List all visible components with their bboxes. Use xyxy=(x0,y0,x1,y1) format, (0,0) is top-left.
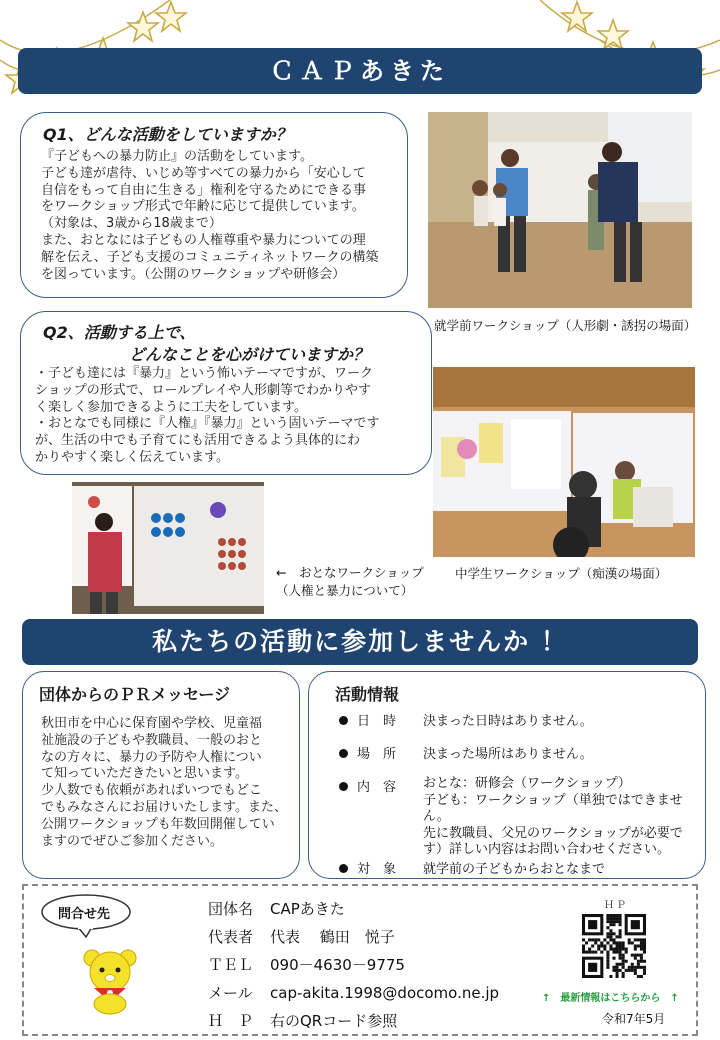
star-icon xyxy=(154,0,188,34)
q2-body xyxy=(35,366,427,467)
activity-content-line: す）詳しい内容はお問い合わせください。 xyxy=(423,842,671,857)
caption-junior-high: 中学生ワークショップ（痴漢の場面） xyxy=(455,566,668,581)
q1-line: を図っています。（公開のワークショップや研修会） xyxy=(41,266,346,282)
activity-label-place: 場 所 xyxy=(357,747,397,762)
activity-label-content: 内 容 xyxy=(357,780,397,795)
contact-row-rep xyxy=(208,926,395,947)
qr-label: ＨＰ xyxy=(604,900,628,911)
q1-line: 子ども達が虐待、いじめ等すべての暴力から「安心して xyxy=(41,165,366,181)
q1-line: また、おとなには子どもの人権尊重や暴力についての理 xyxy=(41,232,366,248)
contact-label: メール xyxy=(208,984,253,1002)
activity-content-line: 先に教職員、父兄のワークショップが必要で xyxy=(423,825,683,841)
photo-junior-high-workshop xyxy=(433,367,695,557)
caption-adult-line2: （人権と暴力について） xyxy=(276,583,414,598)
photo-adult-workshop xyxy=(72,482,264,614)
contact-label: ＴＥＬ xyxy=(208,956,254,974)
section-title: 私たちの活動に参加しませんか ！ xyxy=(152,627,568,656)
q1-line: 自信をもって自由に生きる」権利を守るためにできる事 xyxy=(41,182,367,198)
contact-label: Ｈ Ｐ xyxy=(208,1012,254,1030)
activity-label-target: 対 象 xyxy=(357,862,397,877)
photo-preschool-workshop xyxy=(428,112,692,308)
pr-line: 秋田市を中心に保育園や学校、児童福 xyxy=(41,716,263,731)
q1-line: をワークショップ形式で年齢に応じて提供しています。 xyxy=(41,199,365,215)
contact-bubble-label: 問合せ先 xyxy=(58,907,111,922)
pr-body xyxy=(41,716,299,850)
pr-title: 団体からのＰＲメッセージ xyxy=(39,685,231,704)
q2-bubble xyxy=(20,311,432,475)
pr-line: ますのでぜひご参加ください。 xyxy=(41,833,224,849)
issue-date: 令和7年5月 xyxy=(602,1012,666,1026)
latest-info-note: ↑ 最新情報はこちらから ↑ xyxy=(542,993,679,1004)
pr-line: 祉施設の子どもや教職員、一般のおと xyxy=(41,732,263,748)
star-icon xyxy=(596,18,630,52)
contact-row-mail xyxy=(208,982,499,1003)
q1-bubble xyxy=(20,112,408,298)
activity-value-content xyxy=(423,776,705,859)
q2-line: ショップの形式で、ロールプレイや人形劇等でわかりやす xyxy=(35,382,372,398)
contact-value: CAPあきた xyxy=(270,900,345,918)
q1-body xyxy=(41,149,401,283)
bullet-icon xyxy=(339,749,348,758)
section-banner xyxy=(22,619,698,665)
contact-row-tel xyxy=(208,954,405,975)
pr-line: なの方々に、暴力の予防や人権につい xyxy=(41,749,262,765)
contact-label: 代表者 xyxy=(208,928,254,946)
bullet-icon xyxy=(339,716,348,725)
bullet-icon xyxy=(339,782,348,791)
pr-message-box xyxy=(22,671,300,879)
pr-line: 公開ワークショップも年数回開催してい xyxy=(41,816,275,832)
activity-label-date: 日 時 xyxy=(357,714,397,729)
activity-content-line: 子ども：ワークショップ（単独ではできません。 xyxy=(423,792,683,824)
activity-info-box xyxy=(308,671,706,879)
contact-box xyxy=(22,884,698,1036)
caption-adult-line1: ← おとなワークショップ xyxy=(276,565,424,580)
contact-value: 右のQRコード参照 xyxy=(270,1012,398,1030)
contact-row-hp xyxy=(208,1010,397,1031)
bear-mascot-icon xyxy=(80,946,140,1016)
q1-line: 解を伝え、子ども支援のコミュニティネットワークの構築 xyxy=(41,249,379,265)
contact-row-org xyxy=(208,898,345,919)
qr-code-icon[interactable] xyxy=(582,914,646,978)
activity-title: 活動情報 xyxy=(335,685,400,704)
contact-value: 代表 鶴田 悦子 xyxy=(270,928,395,946)
q2-title-line1: Q2、活動する上で、 xyxy=(43,323,196,342)
pr-line: て知っていただきたいと思います。 xyxy=(41,766,248,782)
contact-value: 090－4630－9775 xyxy=(270,956,405,974)
pr-line: でもみなさんにお届けいたします。また、 xyxy=(41,799,287,815)
q2-title-line2: どんなことを心がけていますか？ xyxy=(129,345,370,364)
q2-line: ・子ども達には『暴力』という怖いテーマですが、ワーク xyxy=(35,366,374,381)
q1-line: （対象は、3歳から18歳まで） xyxy=(41,216,222,232)
contact-value: cap-akita.1998@docomo.ne.jp xyxy=(270,984,500,1002)
header-banner xyxy=(18,48,702,94)
q2-line: かりやすく楽しく伝えています。 xyxy=(35,449,229,465)
contact-label: 団体名 xyxy=(208,900,254,918)
page-title: ＣＡＰあきた xyxy=(270,57,450,85)
q2-line: く楽しく参加できるように工夫をしています。 xyxy=(35,399,307,415)
activity-value-target: 就学前の子どもからおとなまで xyxy=(423,862,606,877)
activity-value-place: 決まった場所はありません。 xyxy=(423,747,593,762)
q2-line: ・おとなでも同様に『人権』『暴力』という固いテーマです xyxy=(35,416,380,432)
q1-line: 『子どもへの暴力防止』の活動をしています。 xyxy=(41,149,313,164)
activity-content-line: おとな：研修会（ワークショップ） xyxy=(423,776,631,791)
caption-preschool: 就学前ワークショップ（人形劇・誘拐の場面） xyxy=(434,318,697,333)
bullet-icon xyxy=(339,864,348,873)
q2-line: が、生活の中でも子育てにも活用できるよう具体的にわ xyxy=(35,433,361,449)
star-icon xyxy=(560,0,594,34)
activity-value-date: 決まった日時はありません。 xyxy=(423,714,593,729)
q1-title: Q1、どんな活動をしていますか？ xyxy=(43,125,292,144)
pr-line: 少人数でも依頼があればいつでもどこ xyxy=(41,783,263,799)
